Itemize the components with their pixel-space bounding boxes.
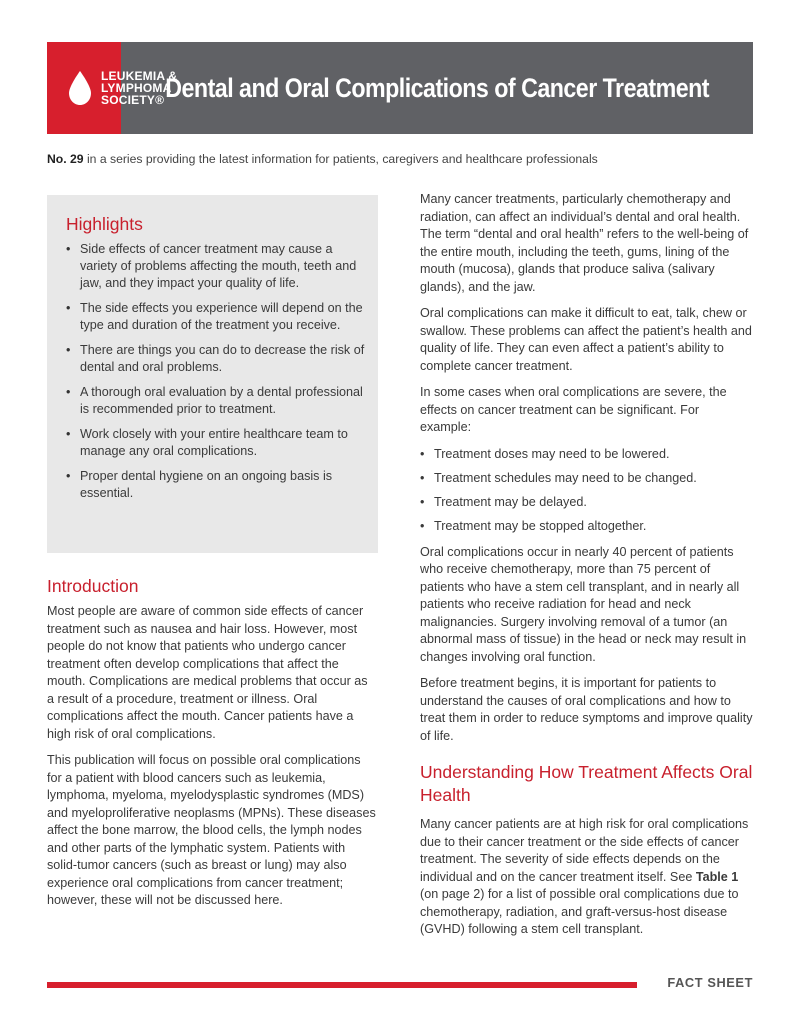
paragraph xyxy=(420,816,753,939)
lls-logo xyxy=(47,42,178,134)
list-item: • A thorough oral evaluation by a dental professional is recommended prior to treatment. xyxy=(66,384,366,418)
list-item: • The side effects you experience will depend on the type and duration of the treatment you receive. xyxy=(66,300,366,334)
paragraph: In some cases when oral complications are severe, the effects on cancer treatment can be significant. For example: xyxy=(420,385,727,434)
treatment-effects-list xyxy=(420,446,753,535)
paragraph: Before treatment begins, it is important for patients to understand the causes of oral complications and how to treat them in order to reduce symptoms and improve quality of life. xyxy=(420,676,753,743)
introduction-text xyxy=(47,603,378,919)
logo-line-3: SOCIETY® xyxy=(101,93,165,107)
list-item: • There are things you can do to decrease the risk of dental and oral problems. xyxy=(66,342,366,376)
paragraph: Most people are aware of common side effects of cancer treatment such as nausea and hair loss. However, most people do not know that patients who undergo cancer treatment often develop complications that affect the mouth. Complications are medical problems that occur as a result of a procedure, treatment or illness. Oral complications affect the mouth. Cancer patients have a high risk of oral complications. xyxy=(47,604,368,741)
list-item: • Proper dental hygiene on an ongoing basis is essential. xyxy=(66,468,366,502)
table-reference: Table 1 xyxy=(695,869,739,884)
introduction-heading: Introduction xyxy=(47,576,139,596)
text-run: (on page 2) for a list of possible oral complications due to chemotherapy, radiation, and graft-versus-host disease (GVHD) following a stem cell transplant. xyxy=(420,887,739,936)
series-number: No. 29 xyxy=(47,152,84,166)
paragraph: Oral complications can make it difficult to eat, talk, chew or swallow. These problems can affect the patient’s health and quality of life. They can even affect a patient’s ability to complete cancer treatment. xyxy=(420,306,752,373)
footer-label: FACT SHEET xyxy=(667,975,753,990)
list-item: • Treatment may be delayed. xyxy=(420,494,753,511)
series-line xyxy=(47,152,598,166)
paragraph: This publication will focus on possible oral complications for a patient with blood cancers such as leukemia, lymphoma, myeloma, myelodysplastic syndromes (MDS) and myeloproliferative neoplasms (MPNs). These diseases affect the bone marrow, the blood cells, the lymph nodes and other parts of the lymphatic system. Patients with solid-tumor cancers (such as breast or lung) may also experience oral complications from cancer treatment; however, these will not be discussed here. xyxy=(47,753,376,907)
highlights-box xyxy=(47,195,378,553)
series-text: in a series providing the latest information for patients, caregivers and healthcare professionals xyxy=(83,152,598,166)
title-banner xyxy=(121,42,753,134)
logo-line-2: LYMPHOMA xyxy=(101,81,172,95)
page-header xyxy=(47,42,753,134)
paragraph: Oral complications occur in nearly 40 percent of patients who receive chemotherapy, more than 75 percent of patients who have a stem cell transplant, and in nearly all patients who receive radiation for head and neck malignancies. Surgery involving removal of a tumor (an abnormal mass of tissue) in the head or neck may result in changes involving oral function. xyxy=(420,544,747,664)
list-item: • Treatment schedules may need to be changed. xyxy=(420,470,753,487)
highlights-heading: Highlights xyxy=(66,214,143,234)
list-item: • Side effects of cancer treatment may cause a variety of problems affecting the mouth, teeth and jaw, and they impact your quality of life. xyxy=(66,241,366,292)
footer-rule xyxy=(47,982,637,988)
list-item: • Work closely with your entire healthcare team to manage any oral complications. xyxy=(66,426,366,460)
paragraph: Many cancer treatments, particularly chemotherapy and radiation, can affect an individual’s dental and oral health. The term “dental and oral health” refers to the well-being of the entire mouth, including the teeth, gums, lining of the mouth (mucosa), glands that produce saliva (salivary glands), and the jaw. xyxy=(420,192,749,294)
logo-line-1: LEUKEMIA & xyxy=(101,69,178,83)
right-column xyxy=(420,191,753,948)
text-run: Many cancer patients are at high risk for oral complications due to their cancer treatment or the side effects of cancer treatment. The severity of side effects depends on the individual and on the cancer treatment itself. See xyxy=(420,817,749,884)
blood-drop-icon xyxy=(67,70,93,106)
section-heading: Understanding How Treatment Affects Oral Health xyxy=(420,762,753,805)
list-item: • Treatment doses may need to be lowered. xyxy=(420,446,753,463)
page-title: Dental and Oral Complications of Cancer Treatment xyxy=(165,72,709,103)
highlights-list xyxy=(66,241,366,510)
list-item: • Treatment may be stopped altogether. xyxy=(420,518,753,535)
